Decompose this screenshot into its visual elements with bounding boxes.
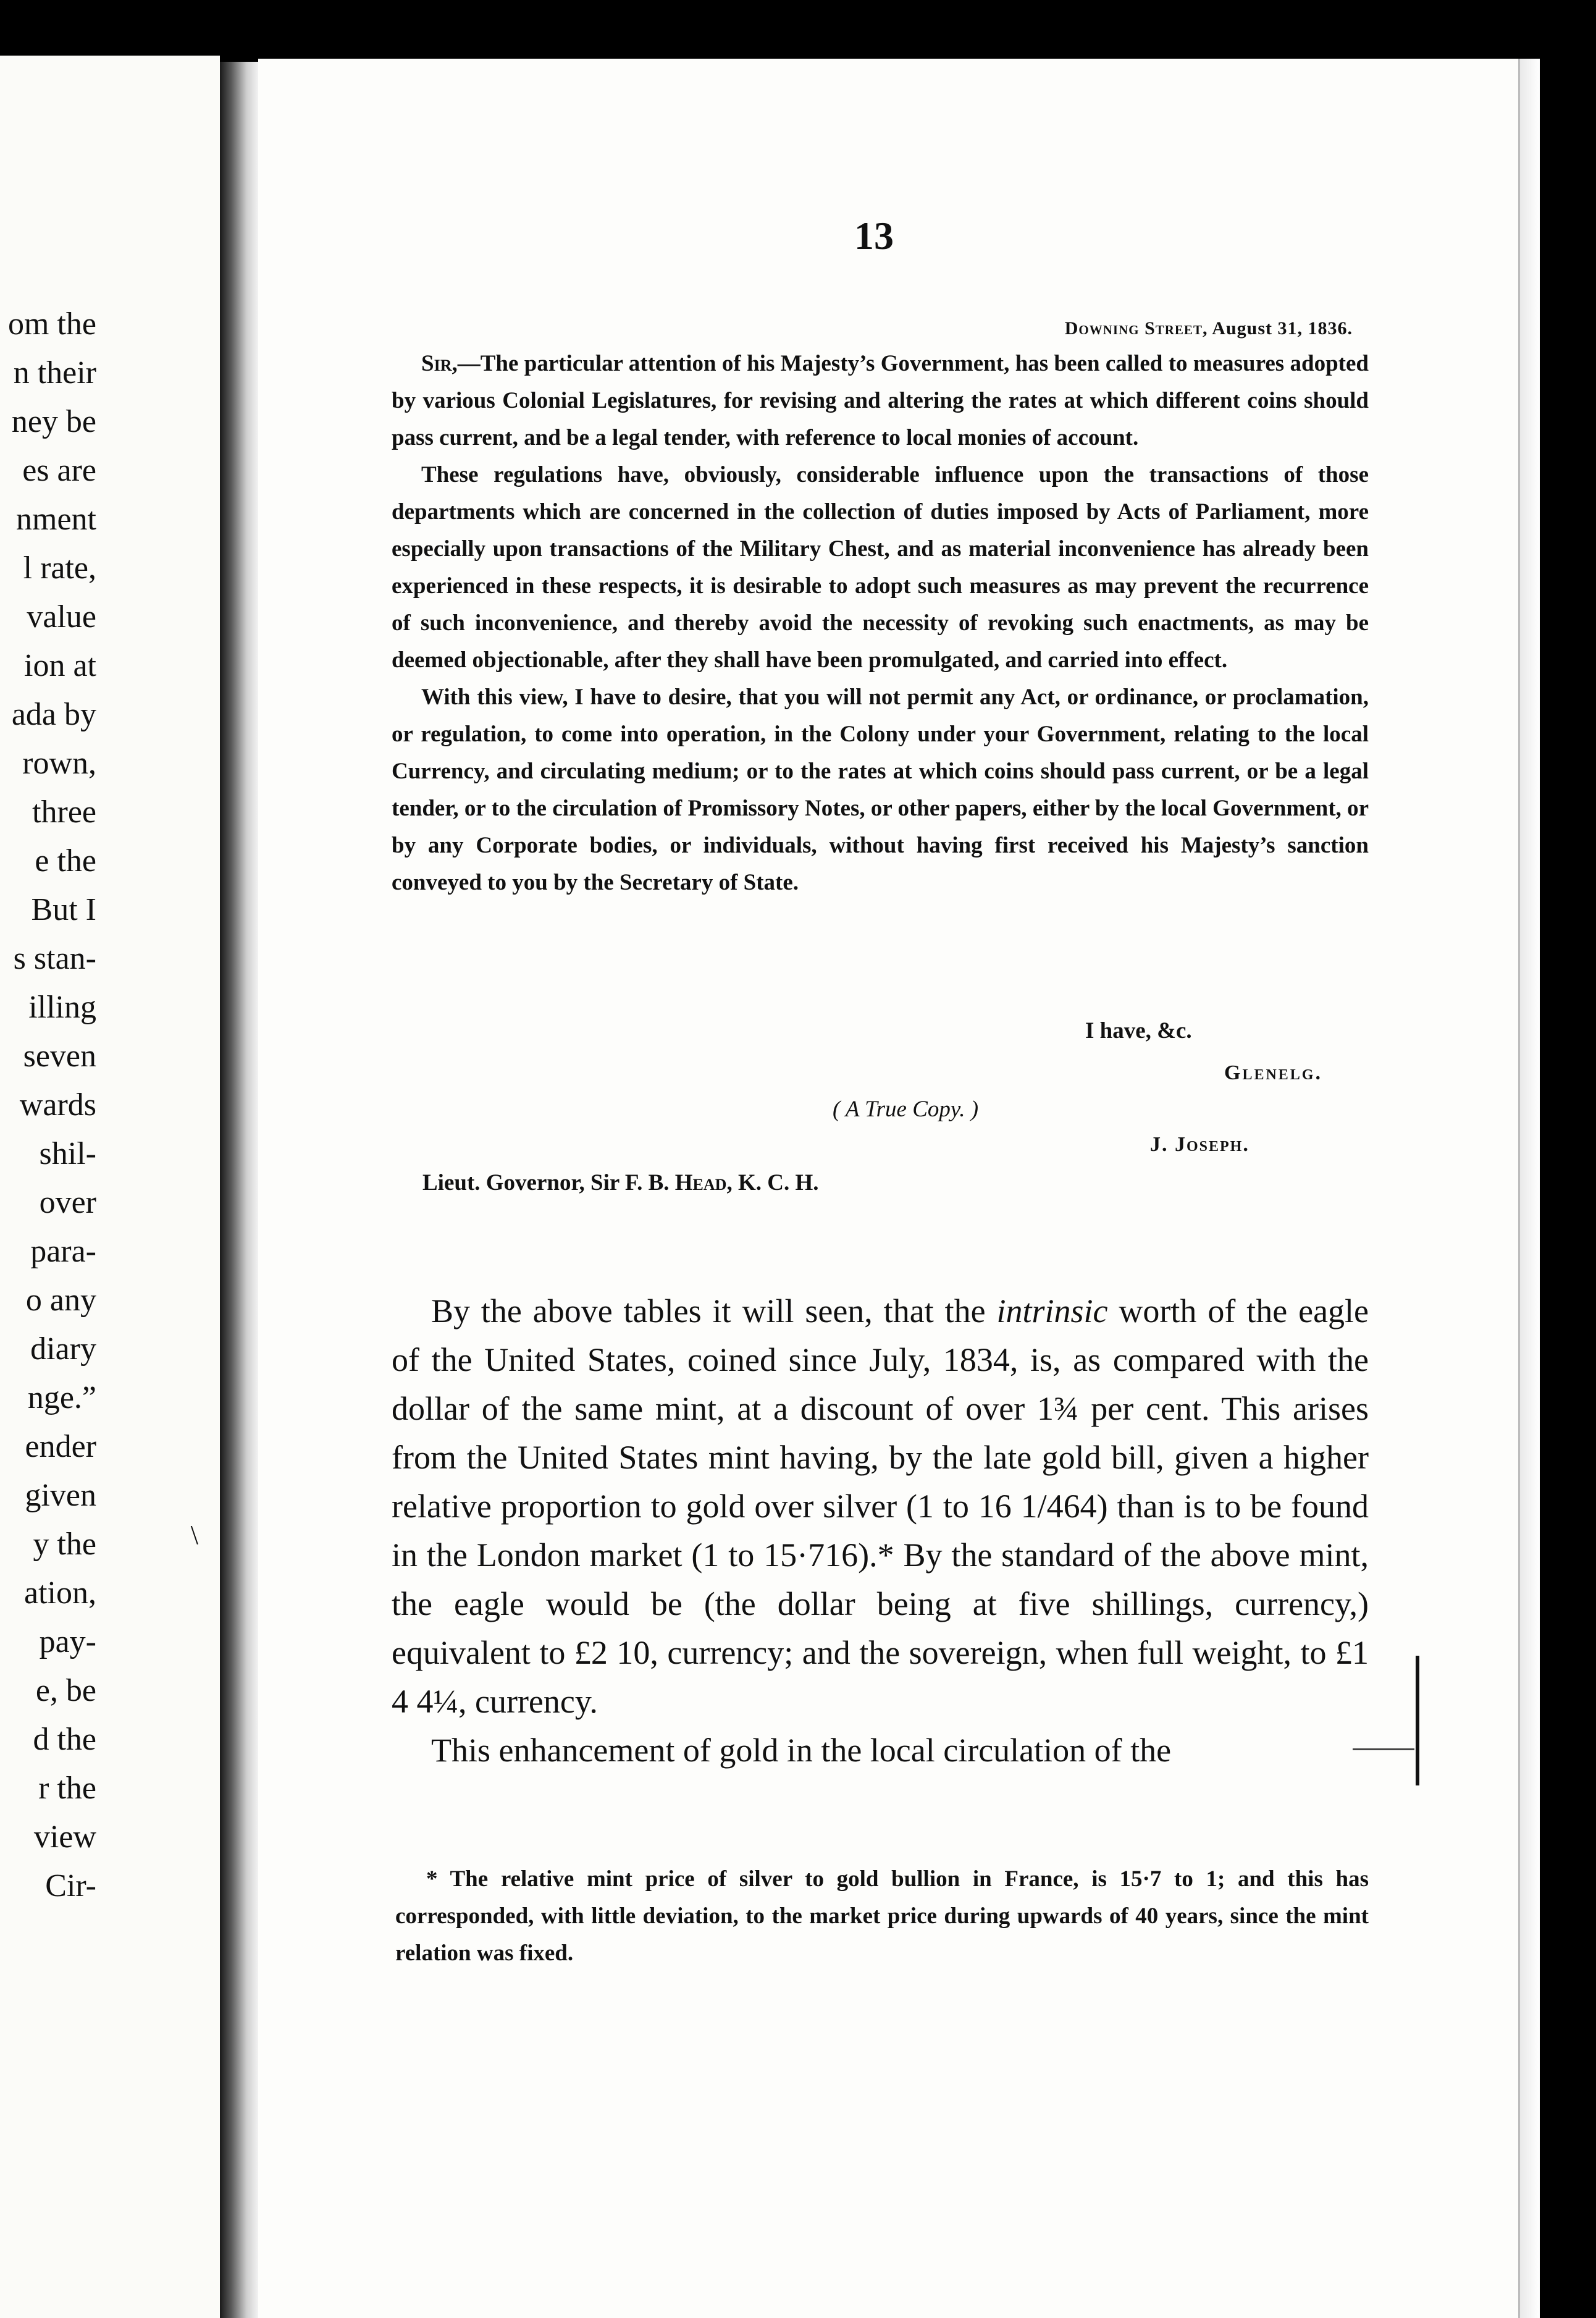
- facing-page-line: diary: [30, 1331, 96, 1367]
- letter: [392, 318, 1369, 901]
- letter-signatory: Glenelg.: [1224, 1061, 1322, 1084]
- facing-page-line: nment: [16, 502, 96, 537]
- facing-page-line: Cir-: [45, 1868, 96, 1903]
- letter-addressee: [422, 1170, 818, 1196]
- facing-page-line: pay-: [39, 1624, 96, 1659]
- margin-mark: [1416, 1656, 1419, 1785]
- facing-page-line: e the: [35, 843, 96, 879]
- facing-page-mark: \: [190, 1520, 198, 1550]
- letter-paragraph-2: These regulations have, obviously, considerable influence upon the transactions of those departments which are concerned in the collection of duties imposed by Acts of Parliament, more especially upon transactions of the Military Chest, and as material inconvenience has already been experienced in these respects, it is desirable to adopt such measures as may prevent the recurrence of such inconvenience, and thereby avoid the necessity of revoking such enactments, as may be deemed objectionable, after they shall have been promulgated, and carried into effect.: [392, 462, 1369, 673]
- body-text: [392, 1287, 1369, 1775]
- footnote: * The relative mint price of silver to gold bullion in France, is 15·7 to 1; and this has corresponded, with little deviation, to the market price during upwards of 40 years, since the mint relation was fixed.: [395, 1866, 1369, 1966]
- dateline-date: , August 31, 1836.: [1202, 318, 1353, 339]
- margin-dash: [1353, 1748, 1414, 1750]
- letter-paragraph-3: With this view, I have to desire, that you will not permit any Act, or ordinance, or proclamation, or regulation, to come into operation, in the Colony under your Government, relating to the local Currency, and circulating medium; or to the rates at which coins should pass current, or be a legal tender, or to the circulation of Promissory Notes, or other papers, either by the local Government, or by any Corporate bodies, or individuals, without having first received his Majesty’s sanction conveyed to you by the Secretary of State.: [392, 685, 1369, 895]
- facing-page-line: nge.”: [27, 1380, 96, 1415]
- facing-page: [0, 56, 220, 2318]
- facing-page-line: d the: [33, 1722, 96, 1757]
- facing-page-line: n their: [13, 355, 96, 390]
- letter-closing: I have, &c.: [1085, 1018, 1192, 1043]
- page-number: 13: [854, 214, 894, 258]
- addressee-name: Head: [674, 1170, 727, 1195]
- page-edge: [1518, 59, 1540, 2318]
- facing-page-line: ender: [25, 1429, 96, 1464]
- facing-page-line: es are: [22, 453, 96, 488]
- book-gutter: [220, 62, 258, 2318]
- letter-paragraph-1-text: —The particular attention of his Majesty’s Government, has been called to measures adopted by various Colonial Legislatures, for revising and altering the rates at which different coins should pass current, and be a legal tender, with reference to local monies of account.: [392, 351, 1369, 450]
- facing-page-line: ation,: [24, 1575, 96, 1611]
- facing-page-line: om the: [8, 306, 96, 342]
- facing-page-line: seven: [23, 1039, 96, 1074]
- facing-page-line: shil-: [39, 1136, 96, 1171]
- facing-page-column: [0, 300, 198, 1910]
- facing-page-line: e, be: [35, 1673, 96, 1708]
- addressee-suffix: , K. C. H.: [726, 1170, 819, 1195]
- facing-page-line: value: [27, 599, 96, 634]
- body-paragraph-1: [392, 1287, 1369, 1726]
- facing-page-line: But I: [31, 892, 96, 927]
- facing-page-line: three: [32, 794, 96, 830]
- facing-page-line: o any: [25, 1283, 96, 1318]
- letter-salutation: Sir,: [421, 351, 458, 376]
- facing-page-line: illing: [28, 990, 96, 1025]
- facing-page-line: view: [33, 1819, 96, 1855]
- facing-page-line: l rate,: [23, 550, 96, 586]
- facing-page-line: para-: [30, 1234, 96, 1269]
- body-paragraph-1-rest: worth of the eagle of the United States, coined since July, 1834, is, as compared with the dollar of the same mint, at a discount of over 1¾ per cent. This arises from the United States mint having, by the late gold bill, given a higher relative proportion to gold over silver (1 to 16 1/464) than is to be found in the London market (1 to 15·716).* By the standard of the above mint, the eagle would be (the dollar being at five shillings, currency,) equivalent to £2 10, currency; and the sovereign, when full weight, to £1 4 4¼, currency.: [392, 1292, 1369, 1720]
- facing-page-line: wards: [19, 1087, 96, 1123]
- facing-page-line: s stan-: [13, 941, 96, 976]
- facing-page-line: given: [25, 1478, 96, 1513]
- body-paragraph-2: This enhancement of gold in the local circulation of the: [431, 1732, 1172, 1769]
- facing-page-line: y the: [33, 1527, 96, 1562]
- dateline: [392, 318, 1369, 339]
- dateline-place: Downing Street: [1064, 318, 1203, 339]
- body-paragraph-1-start: By the above tables it will seen, that the: [431, 1292, 997, 1330]
- true-copy-note: ( A True Copy. ): [833, 1097, 979, 1122]
- facing-page-line: ion at: [24, 648, 96, 683]
- facing-page-line: over: [39, 1185, 96, 1220]
- letter-paragraph-1: [392, 345, 1369, 457]
- letter-certifier: J. Joseph.: [1150, 1133, 1250, 1156]
- facing-page-line: r the: [38, 1771, 96, 1806]
- facing-page-line: ney be: [11, 404, 96, 439]
- facing-page-line: rown,: [22, 746, 96, 781]
- facing-page-line: ada by: [11, 697, 96, 732]
- body-emphasis: intrinsic: [996, 1292, 1108, 1330]
- addressee-prefix: Lieut. Governor, Sir F. B.: [422, 1170, 675, 1195]
